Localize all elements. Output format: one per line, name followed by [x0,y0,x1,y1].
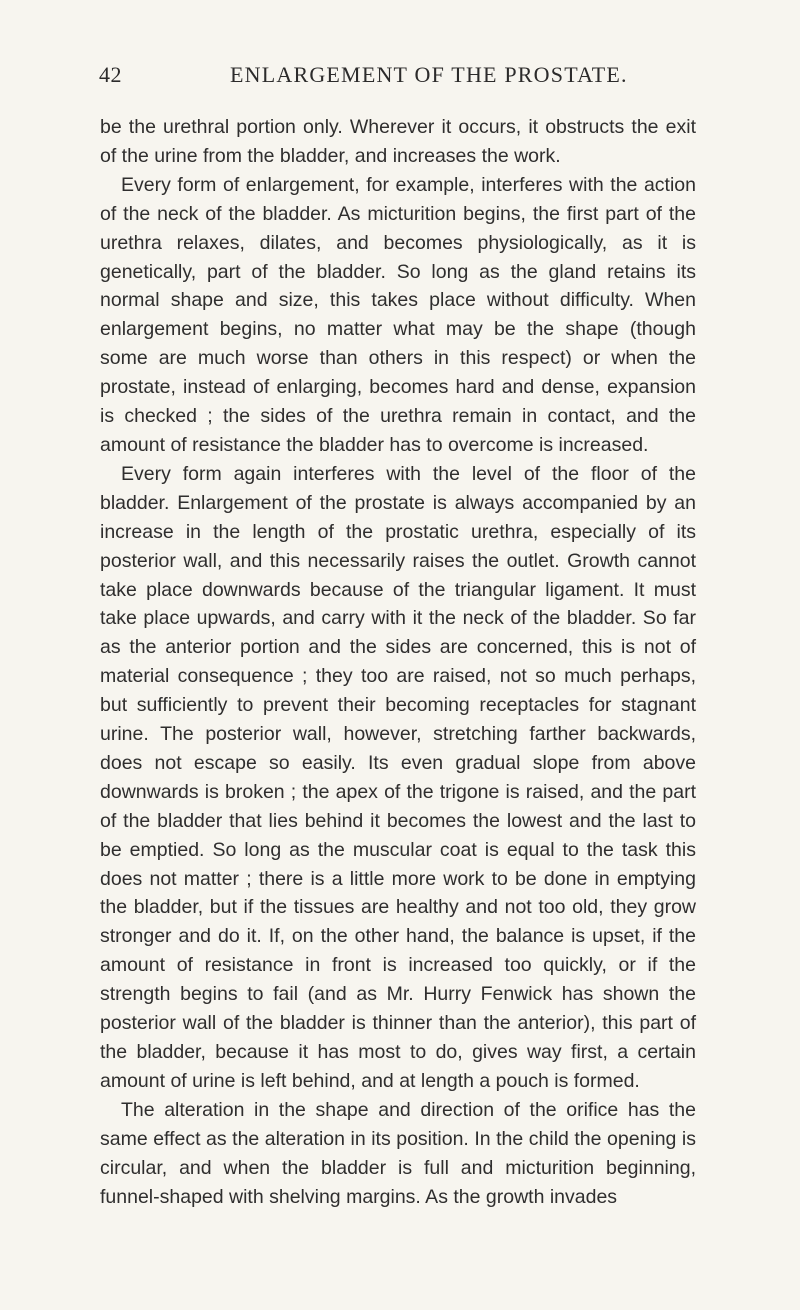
page-header [99,62,699,96]
page-number: 42 [99,62,122,87]
paragraph-continuation: be the urethral portion only. Wherever it occurs, it obstructs the exit of the urine from the bladder, and increases the work. [100,116,696,167]
paragraph-neck-of-bladder: Every form of enlargement, for example, interferes with the action of the neck of the bladder. As micturition begins, the first part of the urethra relaxes, dilates, and becomes physiologically, as it is genetically, part of the bladder. So long as the gland retains its normal shape and size, this takes place without difficulty. When enlargement begins, no matter what may be the shape (though some are much worse than others in this respect) or when the prostate, instead of enlarging, becomes hard and dense, expansion is checked ; the sides of the urethra remain in contact, and the amount of resistance the bladder has to overcome is increased. [100,173,696,456]
paragraph-floor-of-bladder: Every form again interferes with the level of the floor of the bladder. Enlargement of the prostate is always accompanied by an increase in the length of the prostatic urethra, especially of its posterior wall, and this necessarily raises the outlet. Growth cannot take place downwards because of the triangular ligament. It must take place upwards, and carry with it the neck of the bladder. So far as the anterior portion and the sides are concerned, this is not of material consequence ; they too are raised, not so much perhaps, but sufficiently to prevent their becoming receptacles for stagnant urine. The posterior wall, however, stretching farther backwards, does not escape so easily. Its even gradual slope from above downwards is broken ; the apex of the trigone is raised, and the part of the bladder that lies behind it becomes the lowest and the last to be emptied. So long as the muscular coat is equal to the task this does not matter ; there is a little more work to be done in emptying the bladder, but if the tissues are healthy and not too old, they grow stronger and do it. If, on the other hand, the balance is upset, if the amount of resistance in front is increased too quickly, or if the strength begins to fail (and as Mr. Hurry Fenwick has shown the posterior wall of the bladder is thinner than the anterior), this part of the bladder, because it has most to do, gives way first, a certain amount of urine is left behind, and at length a pouch is formed. [100,462,696,1092]
body-text [100,113,696,1211]
running-head: ENLARGEMENT OF THE PROSTATE. [230,62,628,87]
paragraph-orifice-shape: The alteration in the shape and direction of the orifice has the same effect as the alteration in its position. In the child the opening is circular, and when the bladder is full and micturition beginning, funnel-shaped with shelving margins. As the growth invades [100,1098,696,1208]
